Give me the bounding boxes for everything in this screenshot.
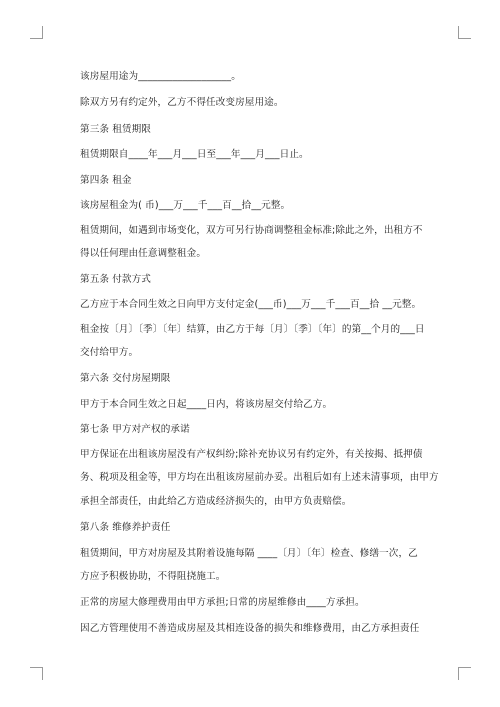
paragraph-title-3: 承担全部责任，由此给乙方造成经济损失的，由甲方负责赔偿。 <box>80 496 352 507</box>
heading-article-4: 第四条 租金 <box>80 175 132 186</box>
paragraph-lease-term: 租赁期限自____年___月___日至___年___月___日止。 <box>80 149 309 160</box>
paragraph-settlement-2: 交付给甲方。 <box>80 347 139 358</box>
paragraph-no-change: 除双方另有约定外，乙方不得任改变房屋用途。 <box>80 97 284 108</box>
heading-article-8: 第八条 维修养护责任 <box>80 522 171 533</box>
paragraph-title-2: 务、税项及租金等，甲方均在出租该房屋前办妥。出租后如有上述未清事项，由甲方 <box>80 472 439 483</box>
paragraph-rent-amount: 该房屋租金为( 币)___万___千___百__拾__元整。 <box>80 200 291 211</box>
paragraph-damage-liability: 因乙方管理使用不善造成房屋及其相连设备的损失和维修费用，由乙方承担责任 <box>80 623 420 634</box>
paragraph-delivery: 甲方于本合同生效之日起____日内，将该房屋交付给乙方。 <box>80 399 333 410</box>
heading-article-3: 第三条 租赁期限 <box>80 124 152 135</box>
heading-article-7: 第七条 甲方对产权的承诺 <box>80 424 190 435</box>
paragraph-rent-adjust-1: 租赁期间，如遇到市场变化，双方可另行协商调整租金标准;除此之外，出租方不 <box>80 225 423 236</box>
paragraph-deposit: 乙方应于本合同生效之日向甲方支付定金(___币)___万___千___百__拾 __元整。 <box>80 299 422 310</box>
paragraph-title-1: 甲方保证在出租该房屋没有产权纠纷;除补充协议另有约定外，有关按揭、抵押债 <box>80 449 423 460</box>
paragraph-inspection-2: 方应予积极协助，不得阻挠施工。 <box>80 571 226 582</box>
paragraph-inspection-1: 租赁期间，甲方对房屋及其附着设施每隔 ____〔月〕〔年〕检查、修缮一次，乙 <box>80 548 418 559</box>
heading-article-5: 第五条 付款方式 <box>80 274 152 285</box>
heading-article-6: 第六条 交付房屋期限 <box>80 373 171 384</box>
paragraph-settlement-1: 租金按〔月〕〔季〕〔年〕结算，由乙方于每〔月〕〔季〕〔年〕的第__个月的___日 <box>80 324 425 335</box>
paragraph-rent-adjust-2: 得以任何理由任意调整租金。 <box>80 248 207 259</box>
paragraph-usage: 该房屋用途为___________________。 <box>80 71 241 82</box>
paragraph-repair-cost: 正常的房屋大修理费用由甲方承担;日常的房屋维修由____方承担。 <box>80 597 365 608</box>
